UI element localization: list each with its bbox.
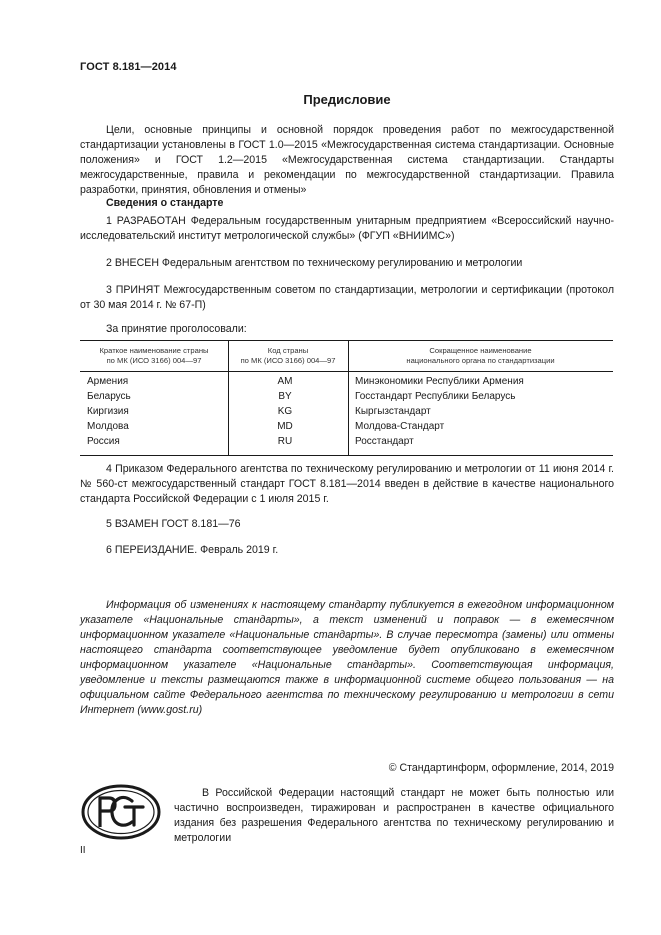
item-1-developed: 1 РАЗРАБОТАН Федеральным государственным унитарным предприятием «Всероссийский научно-исследовательский институт метрологической службы» (ФГУП «ВНИИМС») (80, 215, 614, 242)
table-row: Молдова MD Молдова-Стандарт (87, 421, 445, 432)
voting-table (80, 340, 613, 456)
copyright-line: © Стандартинформ, оформление, 2014, 2019 (388, 762, 614, 774)
page-title: Предисловие (303, 92, 391, 107)
table-header (80, 341, 613, 372)
voted-label: За принятие проголосовали: (106, 323, 247, 335)
table-row: Беларусь BY Госстандарт Республики Беларусь (87, 391, 516, 402)
table-row: Армения AM Минэкономики Республики Армения (87, 376, 524, 387)
header-country-code: Код страны по МК (ИСО 3166) 004—97 (240, 346, 336, 365)
page-number: II (80, 845, 86, 856)
intro-paragraph: Цели, основные принципы и основной порядок проведения работ по межгосударственной стандартизации установлены в ГОСТ 1.0—2015 «Межгосударственная система стандартизации. Основные положения» и ГОСТ 1.2—2015 «Межгосударственная система стандартизации. Стандарты межгосударственные, правила и рекомендации по межгосударственной стандартизации. Правила разработки, принятия, обновления и отмены» (80, 124, 614, 196)
reproduction-notice: В Российской Федерации настоящий стандарт не может быть полностью или частично воспроизведен, тиражирован и распространен в качестве официального издания без разрешения Федерального агентства по техническому регулированию и метрологии (174, 787, 614, 844)
document-id-header: ГОСТ 8.181—2014 (80, 61, 177, 73)
standard-info-heading: Сведения о стандарте (106, 197, 224, 209)
item-5-replaces: 5 ВЗАМЕН ГОСТ 8.181—76 (106, 518, 241, 530)
header-national-body: Сокращенное наименование национального органа по стандартизации (406, 346, 555, 365)
item-2-introduced: 2 ВНЕСЕН Федеральным агентством по техническому регулированию и метрологии (106, 257, 523, 269)
item-6-reissue: 6 ПЕРЕИЗДАНИЕ. Февраль 2019 г. (106, 544, 279, 556)
table-row: Россия RU Росстандарт (87, 436, 414, 447)
item-3-adopted: 3 ПРИНЯТ Межгосударственным советом по стандартизации, метрологии и сертификации (протокол от 30 мая 2014 г. № 67-П) (80, 284, 614, 311)
rst-certification-mark-icon (80, 783, 162, 841)
item-4-order: 4 Приказом Федерального агентства по техническому регулированию и метрологии от 11 июня 2014 г. № 560-ст межгосударственный стандарт ГОСТ 8.181—2014 введен в действие в качестве национального стандарта Российской Федерации с 1 июля 2015 г. (80, 463, 614, 505)
table-row: Киргизия KG Кыргызстандарт (87, 406, 431, 417)
header-country-name: Краткое наименование страны по МК (ИСО 3166) 004—97 (99, 346, 209, 365)
changes-info-paragraph: Информация об изменениях к настоящему стандарту публикуется в ежегодном информационном указателе «Национальные стандарты», а текст изменений и поправок — в ежемесячном информационном указателе «Национальные стандарты». В случае пересмотра (замены) или отмены настоящего стандарта соответствующее уведомление будет опубликовано в ежемесячном информационном указателе «Национальные стандарты». Соответствующая информация, уведомление и тексты размещаются также в информационной системе общего пользования — на официальном сайте Федерального агентства по техническому регулированию и метрологии в сети Интернет (www.gost.ru) (80, 599, 614, 716)
